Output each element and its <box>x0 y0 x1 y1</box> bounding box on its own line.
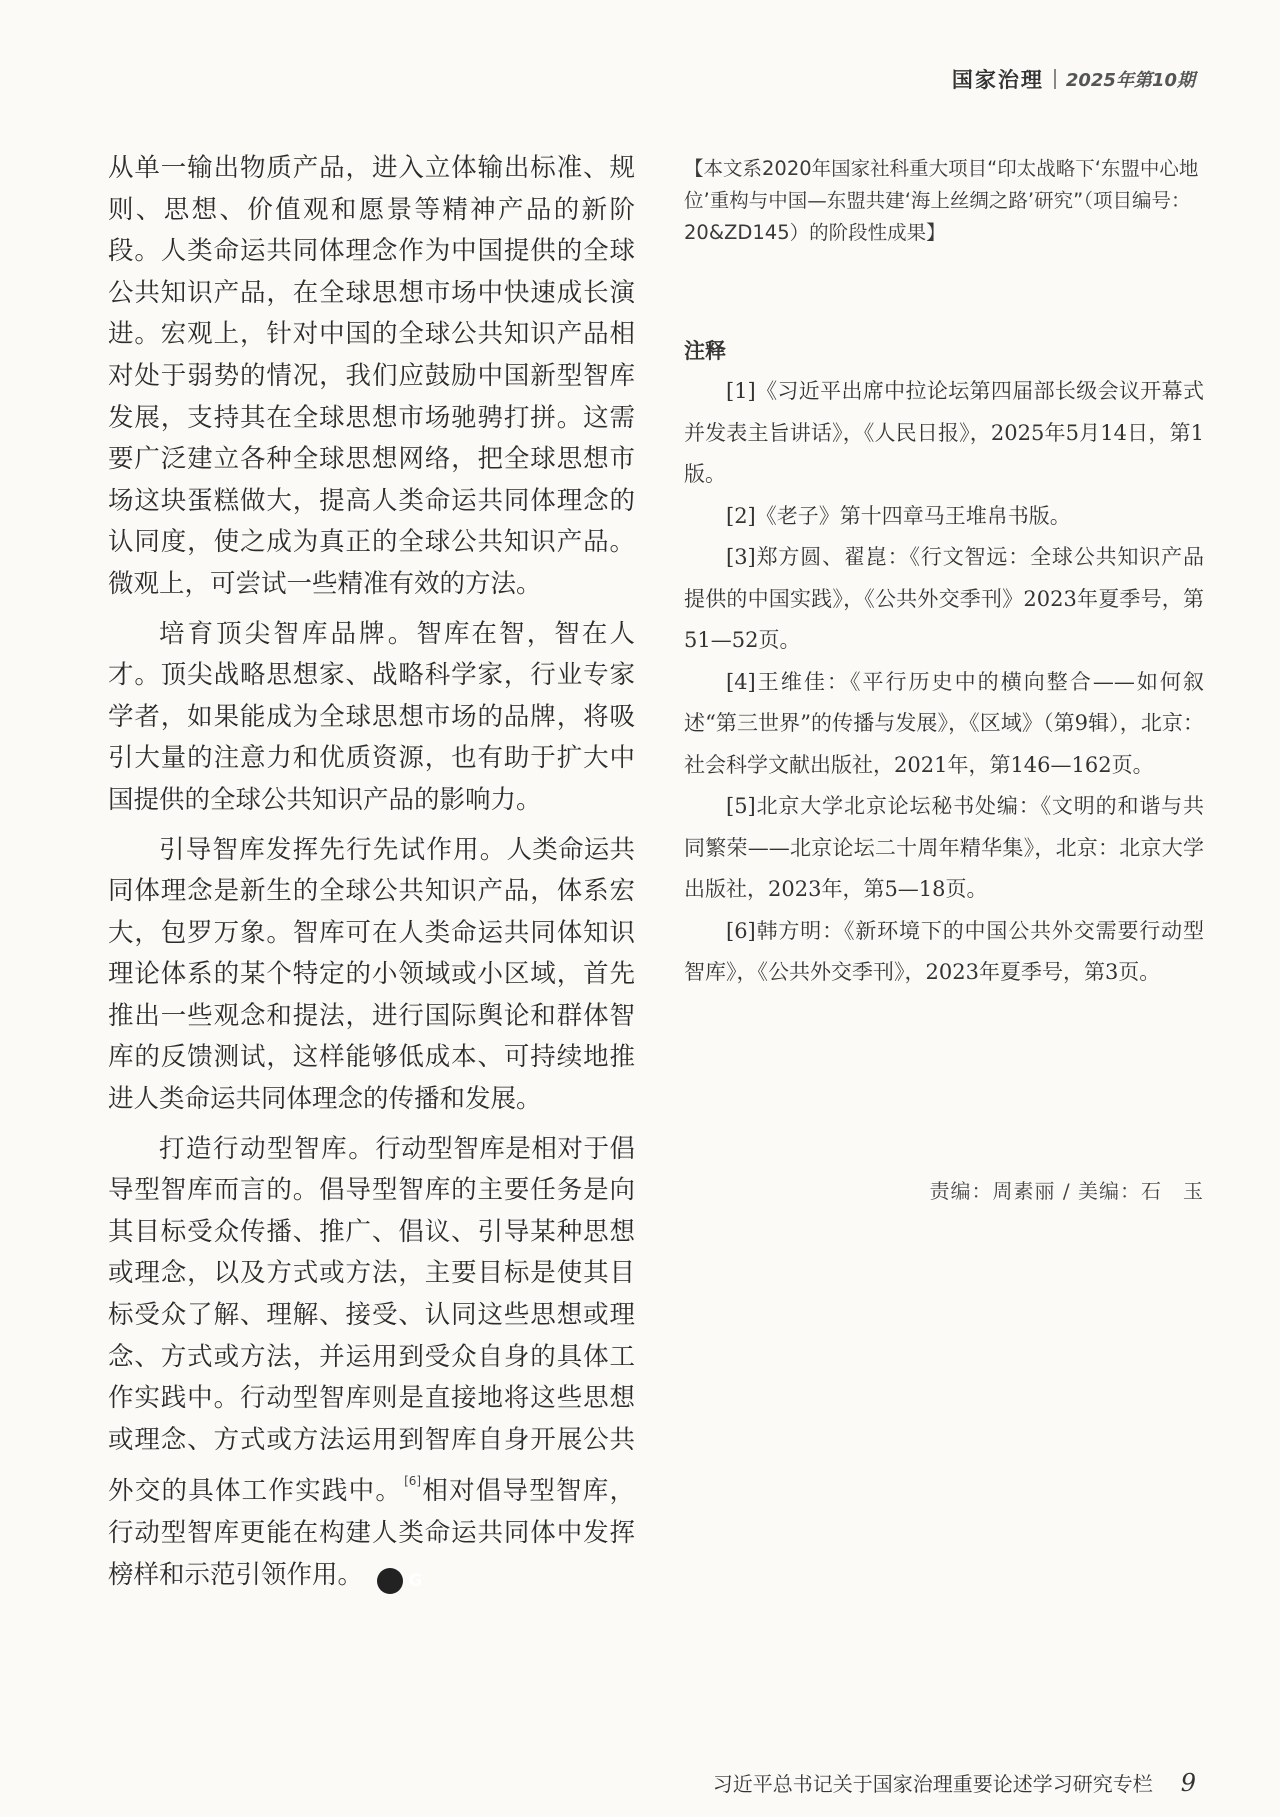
left-column <box>108 148 635 1604</box>
note-item: [1]《习近平出席中拉论坛第四届部长级会议开幕式并发表主旨讲话》，《人民日报》，2025年5月14日，第1版。 <box>684 379 1204 486</box>
paragraph-2-body: 智库在智，智在人才。顶尖战略思想家、战略科学家，行业专家学者，如果能成为全球思想市场的品牌，将吸引大量的注意力和优质资源，也有助于扩大中国提供的全球公共知识产品的影响力。 <box>108 618 635 815</box>
page-number: 9 <box>1180 1769 1196 1797</box>
paragraph-2 <box>108 614 635 822</box>
note-item: [5]北京大学北京论坛秘书处编：《文明的和谐与共同繁荣——北京论坛二十周年精华集》，北京：北京大学出版社，2023年，第5—18页。 <box>684 794 1204 901</box>
paragraph-2-lead: 培育顶尖智库品牌。 <box>159 618 417 649</box>
header-divider <box>1054 69 1056 89</box>
editor-credits: 责编：周素丽 / 美编：石 玉 <box>929 1179 1204 1203</box>
paragraph-4-tail: 相对倡导型智库，行动型智库更能在构建人类命运共同体中发挥榜样和示范引领作用。 <box>108 1476 635 1590</box>
note-item: [2]《老子》第十四章马王堆帛书版。 <box>726 503 1071 528</box>
paragraph-3 <box>108 830 635 1121</box>
series-title: 习近平总书记关于国家治理重要论述学习研究专栏 <box>712 1772 1153 1796</box>
note-item: [3]郑方圆、翟崑：《行文智远：全球公共知识产品提供的中国实践》，《公共外交季刊》2023年夏季号，第51—52页。 <box>684 545 1204 652</box>
paragraph-3-body: 人类命运共同体理念是新生的全球公共知识产品，体系宏大，包罗万象。智库可在人类命运共同体知识理论体系的某个特定的小领域或小区域，首先推出一些观念和提法，进行国际舆论和群体智库的反馈测试，这样能够低成本、可持续地推进人类命运共同体理念的传播和发展。 <box>108 834 635 1115</box>
journal-brand: 国家治理 <box>951 67 1044 92</box>
funding-note: 【本文系2020年国家社科重大项目“印太战略下‘东盟中心地位’重构与中国—东盟共建‘海上丝绸之路’研究”（项目编号：20&ZD145）的阶段性成果】 <box>684 157 1199 244</box>
paragraph-4-lead: 打造行动型智库。 <box>159 1133 376 1164</box>
notes-title: 注释 <box>684 339 726 363</box>
paragraph-3-lead: 引导智库发挥先行先试作用。 <box>159 834 507 865</box>
running-footer <box>713 1768 1196 1797</box>
running-header <box>952 64 1195 94</box>
notes-list <box>684 371 1204 994</box>
note-item: [4]王维佳：《平行历史中的横向整合——如何叙述“第三世界”的传播与发展》，《区域》（第9辑），北京：社会科学文献出版社，2021年，第146—162页。 <box>684 669 1204 777</box>
note-item: [6]韩方明：《新环境下的中国公共外交需要行动型智库》，《公共外交季刊》，2023年夏季号，第3页。 <box>684 918 1204 984</box>
right-column <box>684 153 1204 1203</box>
footnote-ref-6: [6] <box>404 1474 422 1489</box>
paragraph-4 <box>108 1129 635 1597</box>
paragraph-1: 从单一输出物质产品，进入立体输出标准、规则、思想、价值观和愿景等精神产品的新阶段。人类命运共同体理念作为中国提供的全球公共知识产品，在全球思想市场中快速成长演进。宏观上，针对中国的全球公共知识产品相对处于弱势的情况，我们应鼓励中国新型智库发展，支持其在全球思想市场驰骋打拼。这需要广泛建立各种全球思想网络，把全球思想市场这块蛋糕做大，提高人类命运共同体理念的认同度，使之成为真正的全球公共知识产品。微观上，可尝试一些精准有效的方法。 <box>108 153 635 599</box>
issue-label: 2025年第10期 <box>1065 70 1195 91</box>
end-mark-icon: G <box>377 1568 403 1594</box>
paragraph-4-body: 行动型智库是相对于倡导型智库而言的。倡导型智库的主要任务是向其目标受众传播、推广、倡议、引导某种思想或理念，以及方式或方法，主要目标是使其目标受众了解、理解、接受、认同这些思想或理念、方式或方法，并运用到受众自身的具体工作实践中。行动型智库则是直接地将这些思想或理念、方式或方法运用到智库自身开展公共外交的具体工作实践中。 <box>108 1133 635 1507</box>
